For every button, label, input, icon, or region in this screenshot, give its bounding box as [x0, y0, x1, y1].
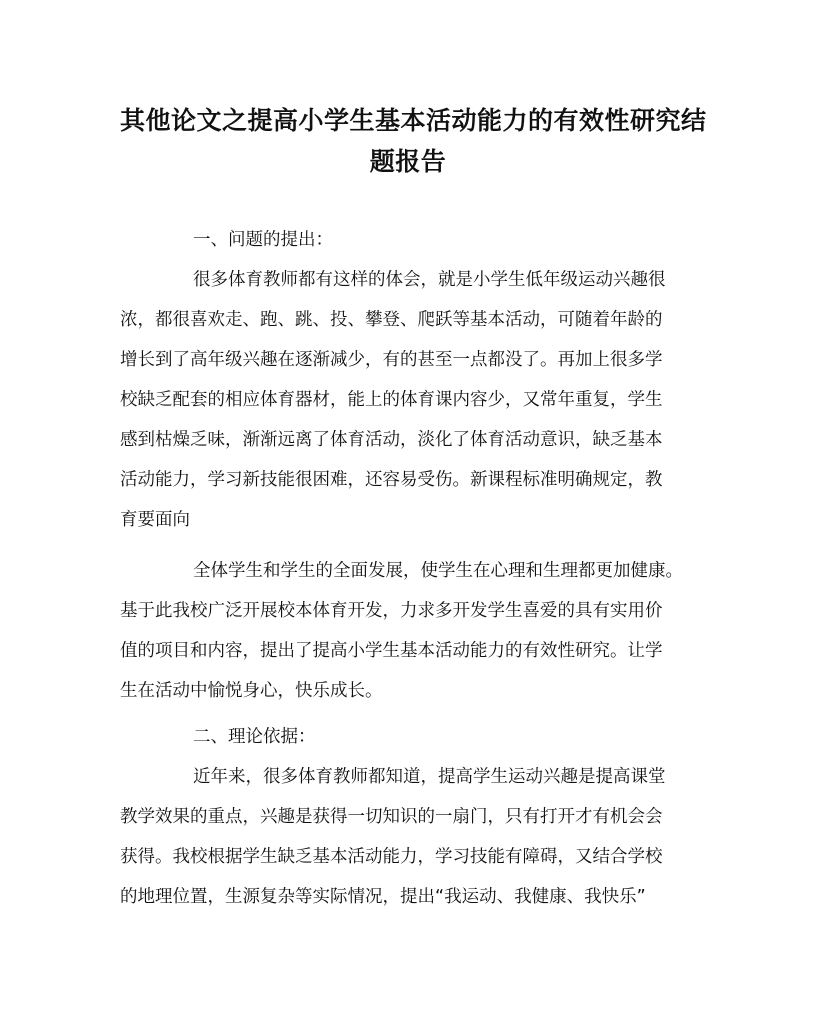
paragraph-line: 活动能力，学习新技能很困难，还容易受伤。新课程标准明确规定，教 — [120, 470, 663, 490]
document-title-line-2: 题报告 — [369, 147, 447, 176]
section-heading-2: 二、理论依据： — [193, 727, 316, 747]
paragraph-line: 获得。我校根据学生缺乏基本活动能力，学习技能有障碍，又结合学校 — [120, 847, 663, 867]
paragraph-line: 浓，都很喜欢走、跑、跳、投、攀登、爬跃等基本活动，可随着年龄的 — [120, 310, 663, 330]
paragraph-line: 基于此我校广泛开展校本体育开发，力求多开发学生喜爱的具有实用价 — [120, 601, 663, 621]
paragraph-line: 很多体育教师都有这样的体会，就是小学生低年级运动兴趣很 — [193, 270, 666, 290]
paragraph-line: 校缺乏配套的相应体育器材，能上的体育课内容少，又常年重复，学生 — [120, 390, 663, 410]
paragraph-line: 近年来，很多体育教师都知道，提高学生运动兴趣是提高课堂 — [193, 767, 666, 787]
paragraph-line: 全体学生和学生的全面发展，使学生在心理和生理都更加健康。 — [193, 561, 683, 581]
document-title-line-1: 其他论文之提高小学生基本活动能力的有效性研究结 — [120, 106, 707, 135]
paragraph-line: 育要面向 — [120, 510, 190, 530]
paragraph-line: 教学效果的重点，兴趣是获得一切知识的一扇门，只有打开才有机会会 — [120, 807, 663, 827]
paragraph-line: 生在活动中愉悦身心，快乐成长。 — [120, 681, 383, 701]
paragraph-line: 感到枯燥乏味，渐渐远离了体育活动，淡化了体育活动意识，缺乏基本 — [120, 430, 663, 450]
section-heading-1: 一、问题的提出： — [193, 230, 333, 250]
paragraph-line: 值的项目和内容，提出了提高小学生基本活动能力的有效性研究。让学 — [120, 641, 663, 661]
paragraph-line: 的地理位置，生源复杂等实际情况，提出“我运动、我健康、我快乐” — [120, 887, 646, 907]
paragraph-line: 增长到了高年级兴趣在逐渐减少，有的甚至一点都没了。再加上很多学 — [120, 350, 663, 370]
